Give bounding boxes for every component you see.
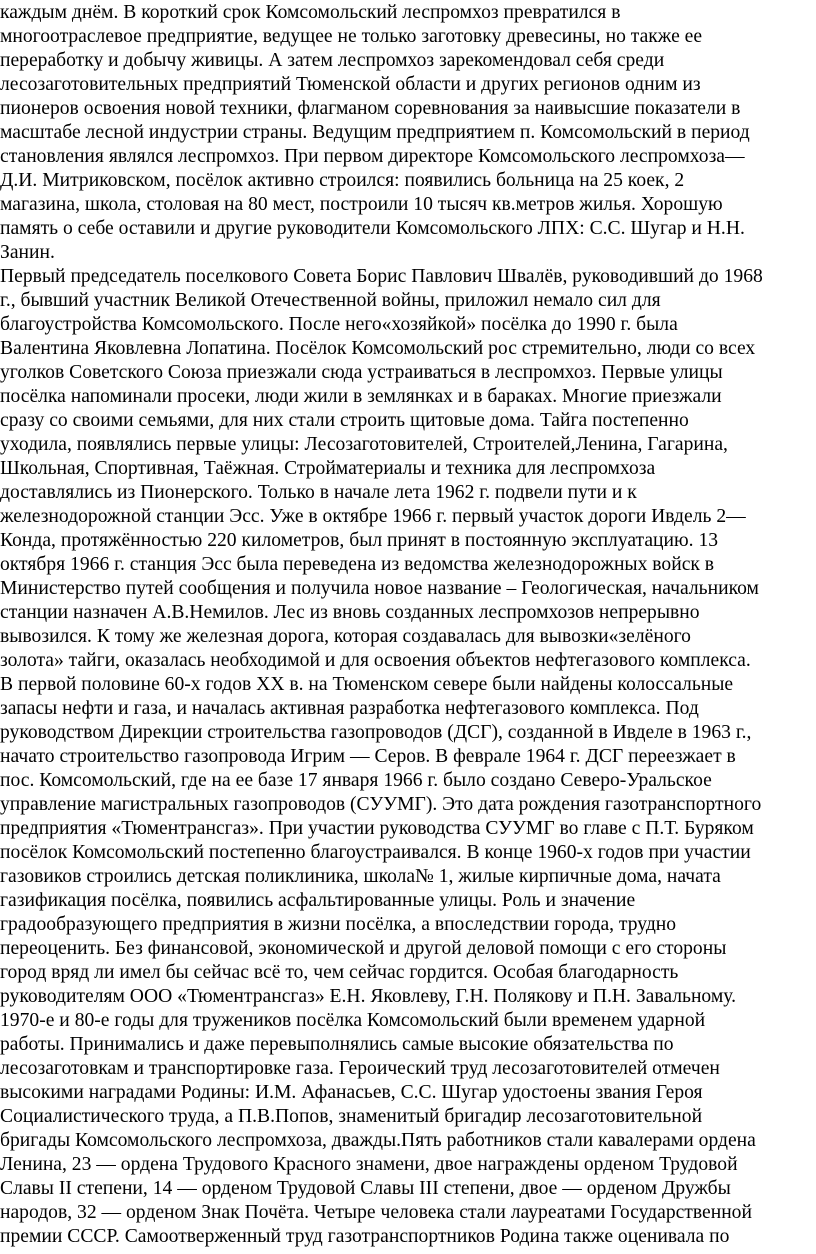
- text-line: магазина, школа, столовая на 80 мест, построили 10 тысяч кв.метров жилья. Хорошую: [0, 194, 723, 215]
- text-line: Конда, протяжённостью 220 километров, был принят в постоянную эксплуатацию. 13: [0, 530, 719, 551]
- text-line: руководителям ООО «Тюментрансгаз» Е.Н. Яковлеву, Г.Н. Полякову и П.Н. Завальному.: [0, 986, 736, 1007]
- text-line: многоотраслевое предприятие, ведущее не только заготовку древесины, но также ее: [0, 26, 703, 47]
- text-line: переоценить. Без финансовой, экономической и другой деловой помощи с его стороны: [0, 938, 727, 959]
- text-line: Славы II степени, 14 — орденом Трудовой Славы III степени, двое — орденом Дружбы: [0, 1178, 731, 1199]
- text-line: высокими наградами Родины: И.М. Афанасьев, С.С. Шугар удостоены звания Героя: [0, 1082, 703, 1103]
- text-line: работы. Принимались и даже перевыполнялись самые высокие обязательства по: [0, 1034, 674, 1055]
- text-line: начато строительство газопровода Игрим — Серов. В феврале 1964 г. ДСГ переезжает в: [0, 746, 736, 767]
- text-line: сразу со своими семьями, для них стали строить щитовые дома. Тайга постепенно: [0, 410, 689, 431]
- text-line: В первой половине 60-х годов XX в. на Тюменском севере были найдены колоссальные: [0, 674, 734, 695]
- text-line: станции назначен А.В.Немилов. Лес из вновь созданных леспромхозов непрерывно: [0, 602, 700, 623]
- text-line: Министерство путей сообщения и получила новое название – Геологическая, начальником: [0, 578, 759, 599]
- text-line: Первый председатель поселкового Совета Борис Павлович Швалёв, руководивший до 1968: [0, 266, 763, 287]
- text-line: газовиков строились детская поликлиника, школа№ 1, жилые кирпичные дома, начата: [0, 866, 721, 887]
- text-line: Д.И. Митриковском, посёлок активно строился: появились больница на 25 коек, 2: [0, 170, 685, 191]
- text-line: 1970-е и 80-е годы для тружеников посёлка Комсомольский были временем ударной: [0, 1010, 706, 1031]
- text-line: переработку и добычу живицы. А затем леспромхоз зарекомендовал себя среди: [0, 50, 665, 71]
- text-line: градообразующего предприятия в жизни посёлка, а впоследствии города, трудно: [0, 914, 677, 935]
- text-line: руководством Дирекции строительства газопроводов (ДСГ), созданной в Ивделе в 1963 г.,: [0, 722, 752, 743]
- text-line: Валентина Яковлевна Лопатина. Посёлок Комсомольский рос стремительно, люди со всех: [0, 338, 756, 359]
- text-line: запасы нефти и газа, и началась активная разработка нефтегазового комплекса. Под: [0, 698, 699, 719]
- text-line: Занин.: [0, 242, 55, 263]
- text-line: лесозаготовкам и транспортировке газа. Героический труд лесозаготовителей отмечен: [0, 1058, 720, 1079]
- text-line: бригады Комсомольского леспромхоза, дважды.Пять работников стали кавалерами ордена: [0, 1130, 756, 1151]
- text-line: каждым днём. В короткий срок Комсомольский леспромхоз превратился в: [0, 2, 621, 23]
- text-line: золота» тайги, оказалась необходимой и для освоения объектов нефтегазового комплекса.: [0, 650, 751, 671]
- text-line: Социалистического труда, а П.В.Попов, знаменитый бригадир лесозаготовительной: [0, 1106, 703, 1127]
- text-line: г., бывший участник Великой Отечественной войны, приложил немало сил для: [0, 290, 661, 311]
- text-line: управление магистральных газопроводов (СУУМГ). Это дата рождения газотранспортного: [0, 794, 762, 815]
- text-line: посёлка напоминали просеки, люди жили в землянках и в бараках. Многие приезжали: [0, 386, 722, 407]
- text-line: премии СССР. Самоотверженный труд газотранспортников Родина также оценивала по: [0, 1226, 730, 1247]
- text-line: Ленина, 23 — ордена Трудового Красного знамени, двое награждены орденом Трудовой: [0, 1154, 738, 1175]
- text-line: благоустройства Комсомольского. После него«хозяйкой» посёлка до 1990 г. была: [0, 314, 678, 335]
- text-line: железнодорожной станции Эсс. Уже в октябре 1966 г. первый участок дороги Ивдель 2—: [0, 506, 746, 527]
- text-line: становления являлся леспромхоз. При первом директоре Комсомольского леспромхоза—: [0, 146, 745, 167]
- text-line: газификация посёлка, появились асфальтированные улицы. Роль и значение: [0, 890, 636, 911]
- text-line: масштабе лесной индустрии страны. Ведущим предприятием п. Комсомольский в период: [0, 122, 750, 143]
- text-line: доставлялись из Пионерского. Только в начале лета 1962 г. подвели пути и к: [0, 482, 637, 503]
- text-line: уходила, появлялись первые улицы: Лесозаготовителей, Строителей,Ленина, Гагарина,: [0, 434, 728, 455]
- text-line: народов, 32 — орденом Знак Почёта. Четыре человека стали лауреатами Государственной: [0, 1202, 752, 1223]
- text-line: уголков Советского Союза приезжали сюда устраиваться в леспромхоз. Первые улицы: [0, 362, 723, 383]
- text-line: город вряд ли имел бы сейчас всё то, чем сейчас гордится. Особая благодарность: [0, 962, 679, 983]
- text-line: пионеров освоения новой техники, флагманом соревнования за наивысшие показатели в: [0, 98, 741, 119]
- text-line: Школьная, Спортивная, Таёжная. Стройматериалы и техника для леспромхоза: [0, 458, 656, 479]
- text-line: пос. Комсомольский, где на ее базе 17 января 1966 г. было создано Северо-Уральское: [0, 770, 712, 791]
- text-line: вывозился. К тому же железная дорога, которая создавалась для вывозки«зелёного: [0, 626, 691, 647]
- text-line: память о себе оставили и другие руководители Комсомольского ЛПХ: С.С. Шугар и Н.Н.: [0, 218, 745, 239]
- text-line: октября 1966 г. станция Эсс была переведена из ведомства железнодорожных войск в: [0, 554, 715, 575]
- text-line: предприятия «Тюментрансгаз». При участии руководства СУУМГ во главе с П.Т. Буряком: [0, 818, 754, 839]
- text-line: лесозаготовительных предприятий Тюменской области и других регионов одним из: [0, 74, 701, 95]
- text-line: посёлок Комсомольский постепенно благоустраивался. В конце 1960-х годов при участии: [0, 842, 751, 863]
